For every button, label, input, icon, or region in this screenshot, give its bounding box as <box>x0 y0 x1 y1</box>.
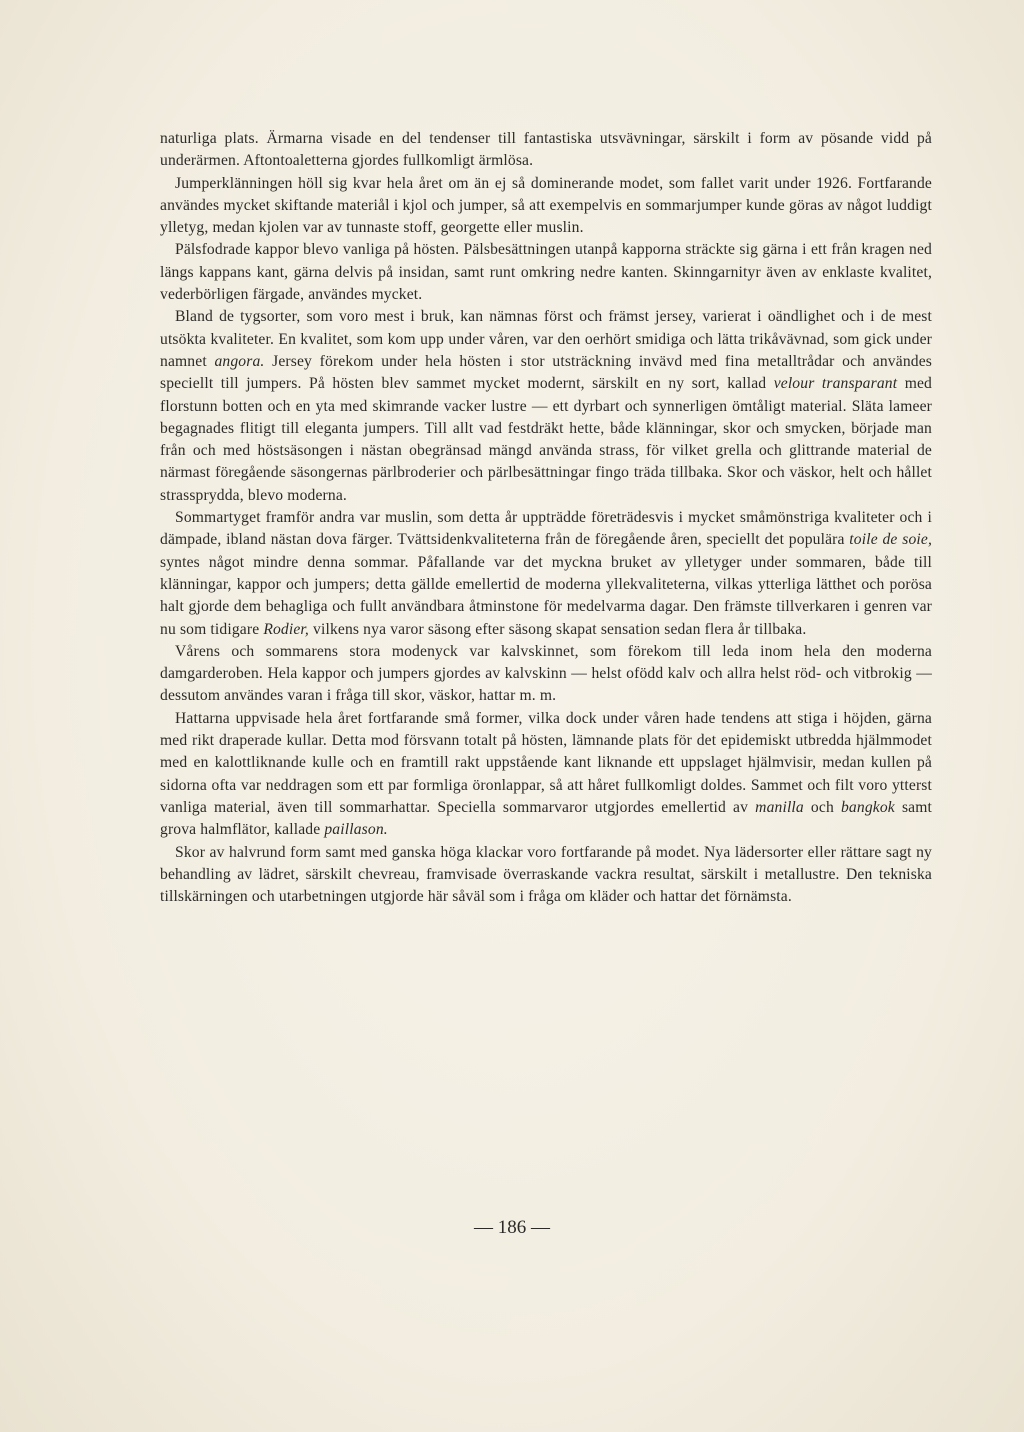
text-run: vilkens nya varor säsong efter säsong skapat sensation sedan flera år tillbaka. <box>308 620 807 638</box>
text-run: naturliga plats. Ärmarna visade en del tendenser till fantastiska utsvävningar, särskilt i form av pösande vidd på underärmen. Aftontoaletterna gjordes fullkomligt ärmlösa. <box>160 130 932 170</box>
italic-term: velour transparant <box>773 375 898 393</box>
text-run: syntes något mindre denna sommar. Påfallande var det myckna bruket av ylletyger under sommaren, både till klänningar, kappor och jumpers; detta gällde emellertid de moderna yllekvaliteterna, vilkas ytterliga lätthet och porösa halt gjorde dem behagliga och fullt användbara åtminstone för medelvarma dagar. Den främste tillverkaren i genren var nu som tidigare <box>160 553 932 638</box>
text-run: Jumperklänningen höll sig kvar hela året om än ej så dominerande modet, som fallet varit under 1926. Fortfarande användes mycket skiftande materiål i kjol och jumper, så att exempelvis en sommarjumper kunde göras av något luddigt ylletyg, medan kjolen var av tunnaste stoff, georgette eller muslin. <box>160 174 932 237</box>
italic-term: bangkok <box>840 798 895 816</box>
paragraph <box>160 239 932 306</box>
text-run: med florstunn botten och en yta med skimrande vacker lustre — ett dyrbart och synnerligen ömtåligt material. Släta lameer begagnades flitigt till eleganta jumpers. Till allt vad festdräkt hette, både klänningar, skor och smycken, började man från och med höstsäsongen i nästan obegränsad mängd använda strass, för vilket grella och glittrande material de närmast föregående säsongernas pärlbroderier och pärlbesättningar fingo träda tillbaka. Skor och väskor, helt och hållet strassprydda, blevo moderna. <box>160 375 932 504</box>
italic-term: angora. <box>214 352 265 370</box>
page-number: — 186 — <box>474 1217 550 1238</box>
text-run: Pälsfodrade kappor blevo vanliga på hösten. Pälsbesättningen utanpå kapporna sträckte sig gärna i ett från kragen ned längs kappans kant, gärna delvis på insidan, samt runt omkring nedre kanten. Skinngarnityr även av enklaste kvalitet, vederbörligen färgade, användes mycket. <box>160 241 932 304</box>
text-run: och <box>803 798 841 816</box>
paragraph <box>160 306 932 507</box>
text-run: Skor av halvrund form samt med ganska höga klackar voro fortfarande på modet. Nya lädersorter eller rättare sagt ny behandling av lädret, särskilt chevreau, framvisade överraskande vackra resultat, särskilt i metallustre. Den tekniska tillskärningen och utarbetningen utgjorde här såväl som i fråga om kläder och hattar det förnämsta. <box>160 843 932 906</box>
paragraph <box>160 128 932 173</box>
paragraph <box>160 173 932 240</box>
paragraph <box>160 708 932 842</box>
italic-term: Rodier, <box>263 620 309 638</box>
text-run: Vårens och sommarens stora modenyck var kalvskinnet, som förekom till leda inom hela den moderna damgarderoben. Hela kappor och jumpers gjordes av kalvskinn — helst ofödd kalv och allra helst röd- och vitbrokig — dessutom användes varan i fråga till skor, väskor, hattar m. m. <box>160 642 932 705</box>
text-run: samt grova halmflätor, kallade <box>160 798 933 839</box>
paragraph <box>160 507 932 641</box>
body-text <box>160 128 932 908</box>
paragraph <box>160 842 932 909</box>
text-run: Bland de tygsorter, som voro mest i bruk, kan nämnas först och främst jersey, varierat i oändlighet och i de mest utsökta kvaliteter. En kvalitet, som kom upp under våren, var den oerhört smidiga och lätta trikåvävnad, som gick under namnet <box>160 308 932 370</box>
paragraph <box>160 641 932 708</box>
italic-term: toile de soie, <box>849 531 932 549</box>
text-run: Sommartyget framför andra var muslin, som detta år uppträdde företrädesvis i mycket småmönstriga kvaliteter och i dämpade, ibland nästan dova färger. Tvättsidenkvaliteterna från de föregående åren, speciellt det populära <box>160 509 932 549</box>
text-run: Jersey förekom under hela hösten i stor utsträckning invävd med fina metalltrådar och användes speciellt till jumpers. På hösten blev sammet mycket modernt, särskilt en ny sort, kallad <box>160 352 933 393</box>
italic-term: paillason. <box>324 821 388 839</box>
italic-term: manilla <box>755 798 804 816</box>
text-run: Hattarna uppvisade hela året fortfarande små former, vilka dock under våren hade tendens att stiga i höjden, gärna med rikt draperade kullar. Detta mod försvann totalt på hösten, lämnande plats för det epidemiskt utbredda hjälmmodet med en kalottliknande kulle och en framtill rakt uppstående kant liknande ett uppslaget hjälmvisir, medan kullen på sidorna ofta var neddragen som ett par formliga öronlappar, så att håret fullkomligt doldes. Sammet och filt voro ytterst vanliga material, även till sommarhattar. Speciella sommarvaror utgjordes emellertid av <box>160 709 932 816</box>
